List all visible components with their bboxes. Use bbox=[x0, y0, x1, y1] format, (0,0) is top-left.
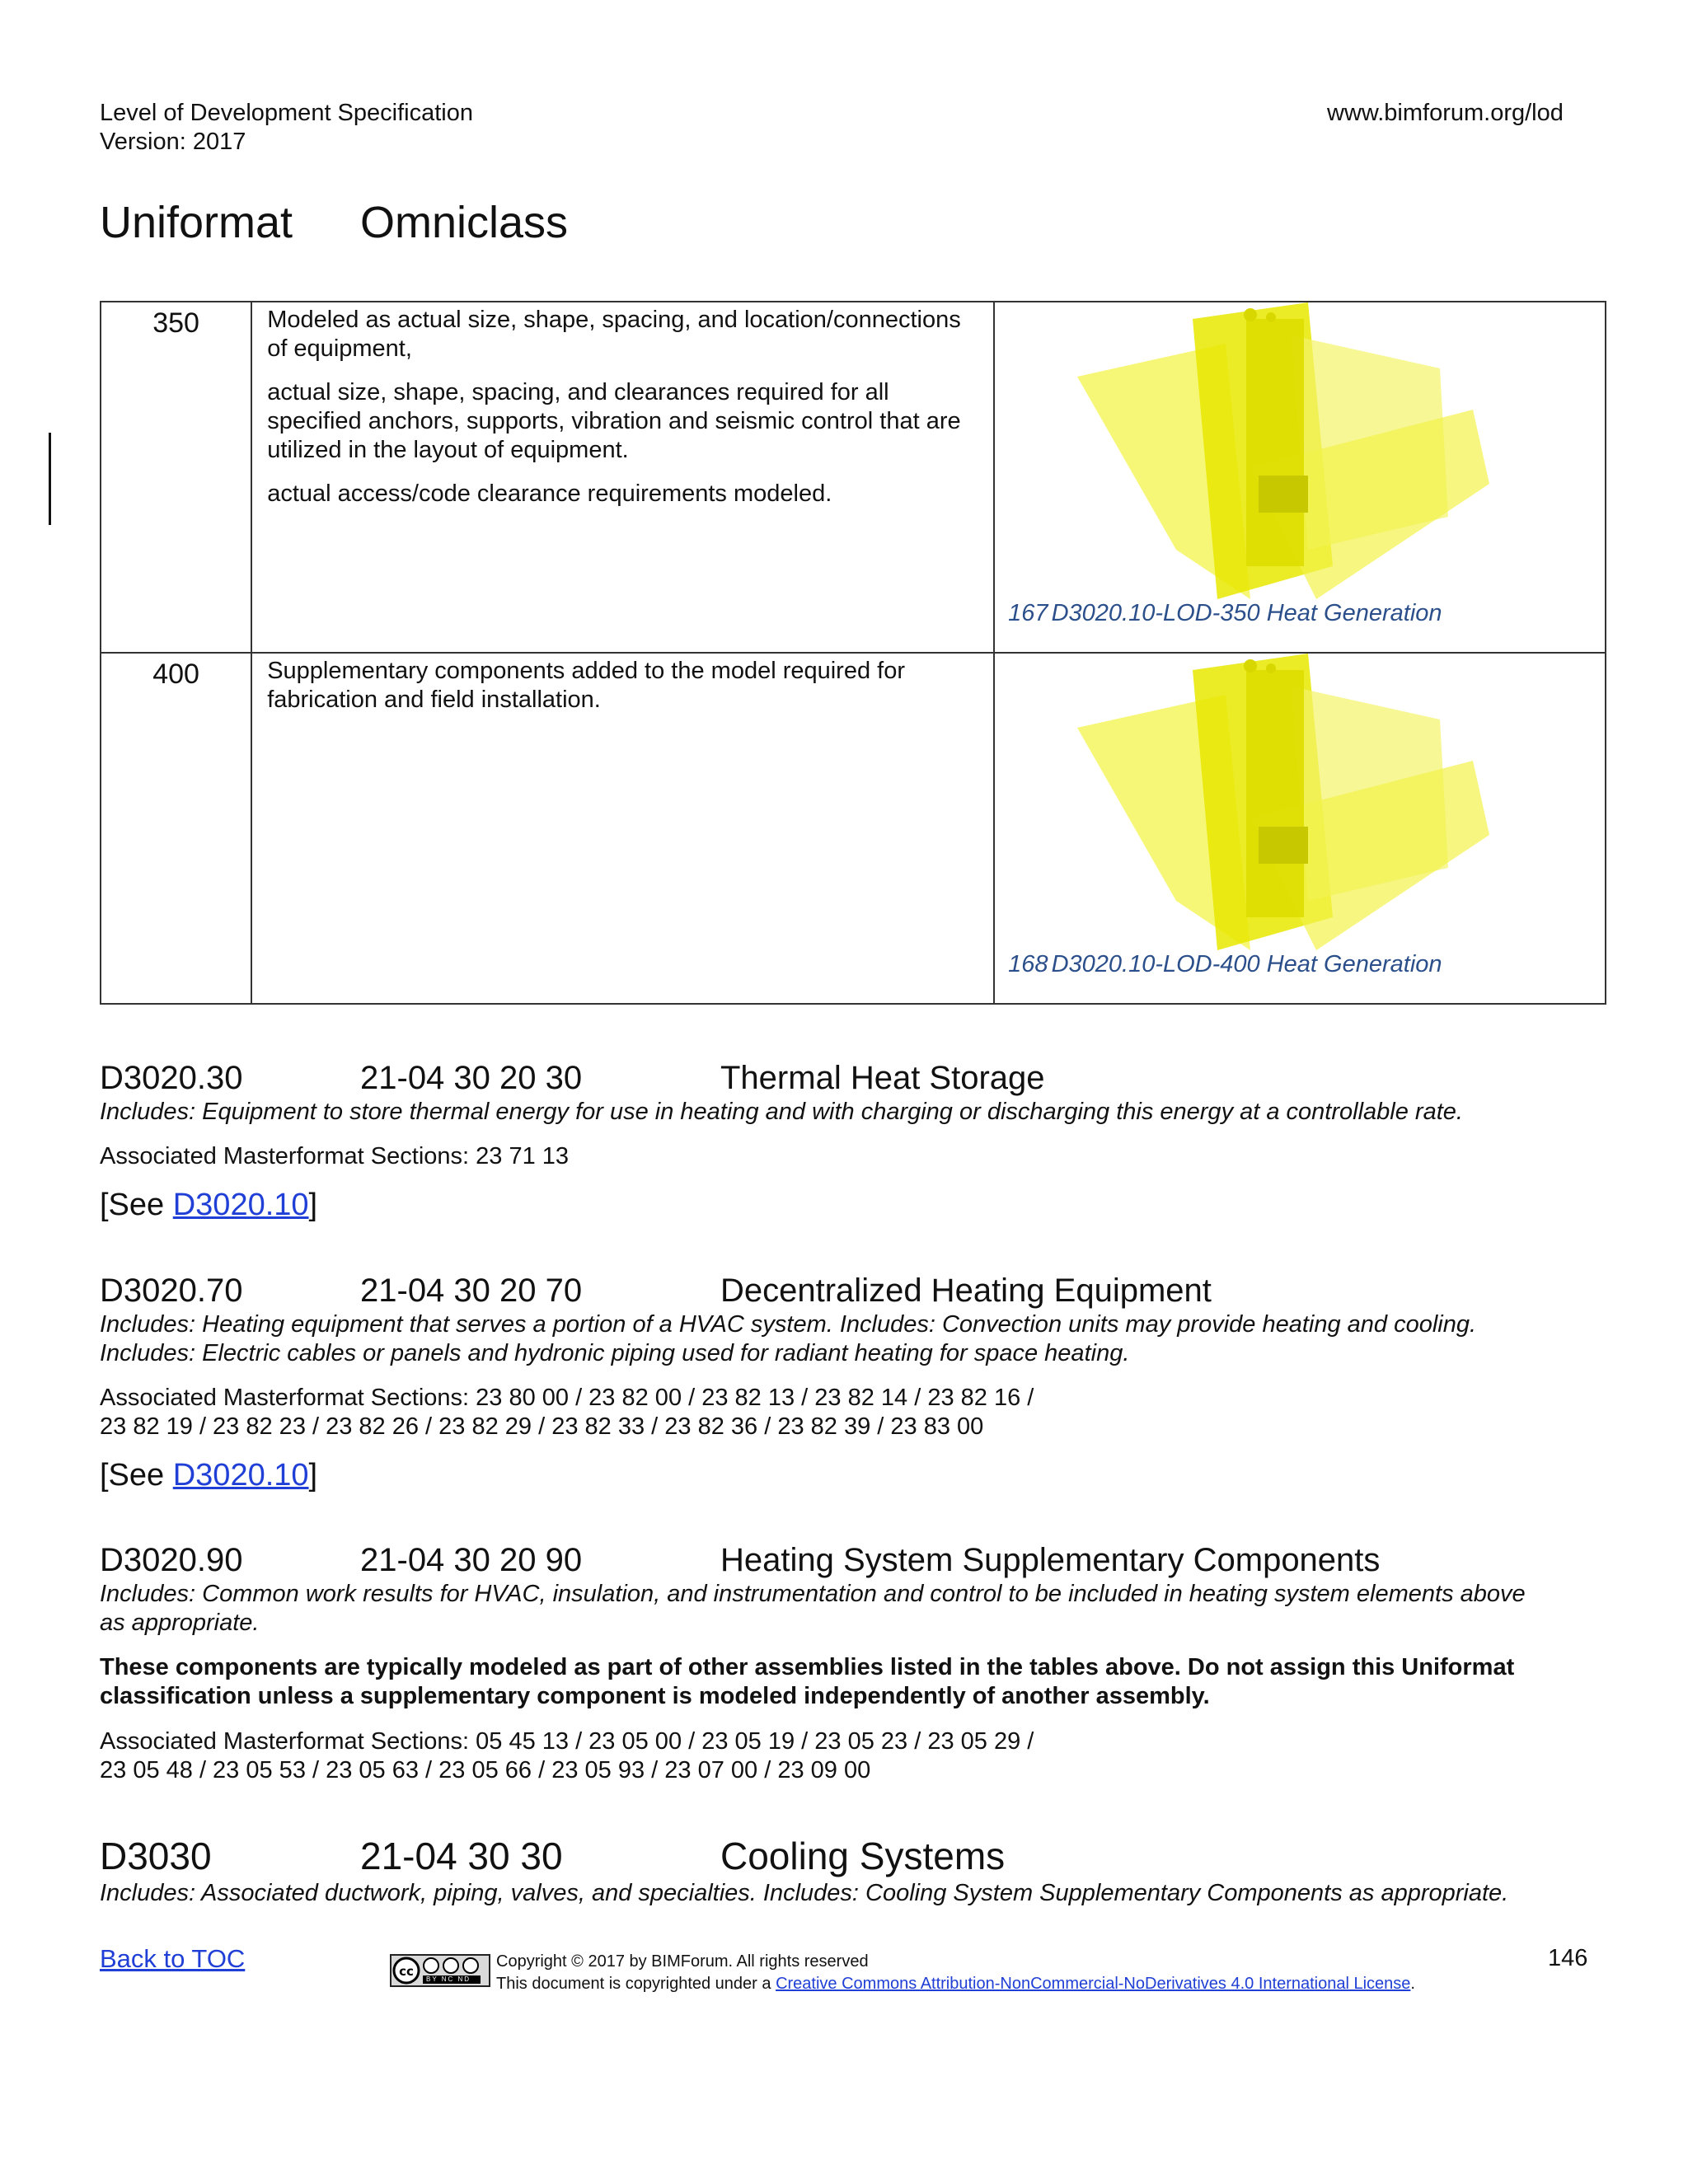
figure-caption bbox=[1008, 951, 1442, 978]
description-paragraph: actual size, shape, spacing, and clearances required for all specified anchors, supports, vibration and seismic control that are utilized in the layout of equipment. bbox=[267, 379, 961, 463]
uniformat-code: D3020.70 bbox=[100, 1272, 243, 1309]
badge-label: BY NC ND bbox=[426, 1975, 471, 1983]
description-cell bbox=[251, 302, 994, 653]
lod-number: 350 bbox=[152, 307, 199, 339]
see-reference bbox=[100, 1187, 317, 1223]
see-suffix: ] bbox=[308, 1458, 318, 1493]
includes-text: as appropriate. bbox=[100, 1610, 260, 1636]
see-link[interactable]: D3020.10 bbox=[172, 1458, 309, 1493]
section-heading bbox=[0, 1272, 1688, 1310]
see-prefix: [See bbox=[100, 1458, 173, 1493]
license-suffix: . bbox=[1410, 1975, 1415, 1993]
lod-table bbox=[100, 301, 1606, 1005]
figure-cell bbox=[994, 302, 1606, 653]
includes-text: Includes: Heating equipment that serves a portion of a HVAC system. Includes: Convection units may provide heating and cooling. bbox=[100, 1311, 1477, 1338]
table-row bbox=[101, 302, 1606, 653]
masterformat-text: 23 82 19 / 23 82 23 / 23 82 26 / 23 82 29 / 23 82 33 / 23 82 36 / 23 82 39 / 23 83 00 bbox=[100, 1413, 984, 1440]
section-title: Cooling Systems bbox=[720, 1835, 1006, 1877]
figure-caption bbox=[1008, 600, 1442, 627]
license-link[interactable]: Creative Commons Attribution-NonCommercial-NoDerivatives 4.0 International License bbox=[776, 1975, 1411, 1993]
lod-cell bbox=[101, 653, 251, 1004]
lod-number: 400 bbox=[152, 658, 199, 690]
creative-commons-badge-icon bbox=[390, 1954, 490, 1987]
page-number: 146 bbox=[1548, 1945, 1588, 1971]
figure-cell bbox=[994, 653, 1606, 1004]
heat-generation-model-image bbox=[1061, 654, 1522, 958]
uniformat-heading: Uniformat bbox=[100, 198, 293, 247]
copyright-text: Copyright © 2017 by BIMForum. All rights reserved bbox=[496, 1952, 869, 1971]
omniclass-code: 21-04 30 20 30 bbox=[360, 1060, 583, 1096]
omniclass-code: 21-04 30 20 70 bbox=[360, 1272, 583, 1309]
see-prefix: [See bbox=[100, 1188, 173, 1222]
includes-text: Includes: Associated ductwork, piping, valves, and specialties. Includes: Cooling System Supplementary Components as appropriate. bbox=[100, 1880, 1509, 1906]
description-cell bbox=[251, 653, 994, 1004]
see-link[interactable]: D3020.10 bbox=[172, 1188, 309, 1222]
section-heading bbox=[0, 1835, 1688, 1877]
description-paragraph: actual access/code clearance requirements modeled. bbox=[267, 480, 832, 507]
see-reference bbox=[100, 1457, 317, 1493]
omniclass-code: 21-04 30 20 90 bbox=[360, 1542, 583, 1578]
section-heading bbox=[0, 1059, 1688, 1097]
see-suffix: ] bbox=[308, 1188, 318, 1222]
caption-text: D3020.10-LOD-400 Heat Generation bbox=[1051, 951, 1442, 977]
section-title: Heating System Supplementary Components bbox=[720, 1542, 1381, 1578]
includes-text: Includes: Common work results for HVAC, insulation, and instrumentation and control to be included in heating system elements above bbox=[100, 1581, 1526, 1607]
table-row bbox=[101, 653, 1606, 1004]
masterformat-text: 23 05 48 / 23 05 53 / 23 05 63 / 23 05 66 / 23 05 93 / 23 07 00 / 23 09 00 bbox=[100, 1757, 871, 1783]
masterformat-text: Associated Masterformat Sections: 23 80 00 / 23 82 00 / 23 82 13 / 23 82 14 / 23 82 16 / bbox=[100, 1385, 1034, 1411]
uniformat-code: D3030 bbox=[100, 1835, 212, 1877]
caption-text: D3020.10-LOD-350 Heat Generation bbox=[1051, 600, 1442, 626]
includes-text: Includes: Equipment to store thermal energy for use in heating and with charging or discharging this energy at a controllable rate. bbox=[100, 1099, 1463, 1125]
svg-text:cc: cc bbox=[399, 1964, 414, 1979]
section-title: Thermal Heat Storage bbox=[720, 1060, 1045, 1096]
license-prefix: This document is copyrighted under a bbox=[496, 1975, 776, 1993]
masterformat-text: Associated Masterformat Sections: 05 45 13 / 23 05 00 / 23 05 19 / 23 05 23 / 23 05 29 / bbox=[100, 1728, 1034, 1755]
lod-cell bbox=[101, 302, 251, 653]
figure-number: 168 bbox=[1008, 951, 1048, 977]
heat-generation-model-image bbox=[1061, 302, 1522, 607]
back-to-toc-link[interactable]: Back to TOC bbox=[100, 1944, 246, 1973]
note-text: These components are typically modeled as part of other assemblies listed in the tables above. Do not assign this Uniformat bbox=[100, 1654, 1515, 1680]
license-text bbox=[496, 1973, 1415, 1994]
section-heading bbox=[0, 1541, 1688, 1579]
description-paragraph: Supplementary components added to the model required for fabrication and field installation. bbox=[267, 658, 905, 713]
omniclass-code: 21-04 30 30 bbox=[360, 1835, 563, 1877]
masterformat-text: Associated Masterformat Sections: 23 71 13 bbox=[100, 1143, 570, 1169]
doc-version: Version: 2017 bbox=[100, 129, 246, 155]
section-title: Decentralized Heating Equipment bbox=[720, 1272, 1212, 1309]
omniclass-heading: Omniclass bbox=[360, 198, 569, 247]
uniformat-code: D3020.90 bbox=[100, 1542, 243, 1578]
uniformat-code: D3020.30 bbox=[100, 1060, 243, 1096]
doc-url: www.bimforum.org/lod bbox=[1327, 100, 1564, 126]
description-paragraph: Modeled as actual size, shape, spacing, and location/connections of equipment, bbox=[267, 307, 961, 362]
doc-title: Level of Development Specification bbox=[100, 100, 473, 126]
revision-bar bbox=[49, 433, 51, 525]
includes-text: Includes: Electric cables or panels and hydronic piping used for radiant heating for space heating. bbox=[100, 1340, 1130, 1366]
figure-number: 167 bbox=[1008, 600, 1048, 626]
note-text: classification unless a supplementary component is modeled independently of another assembly. bbox=[100, 1683, 1210, 1709]
